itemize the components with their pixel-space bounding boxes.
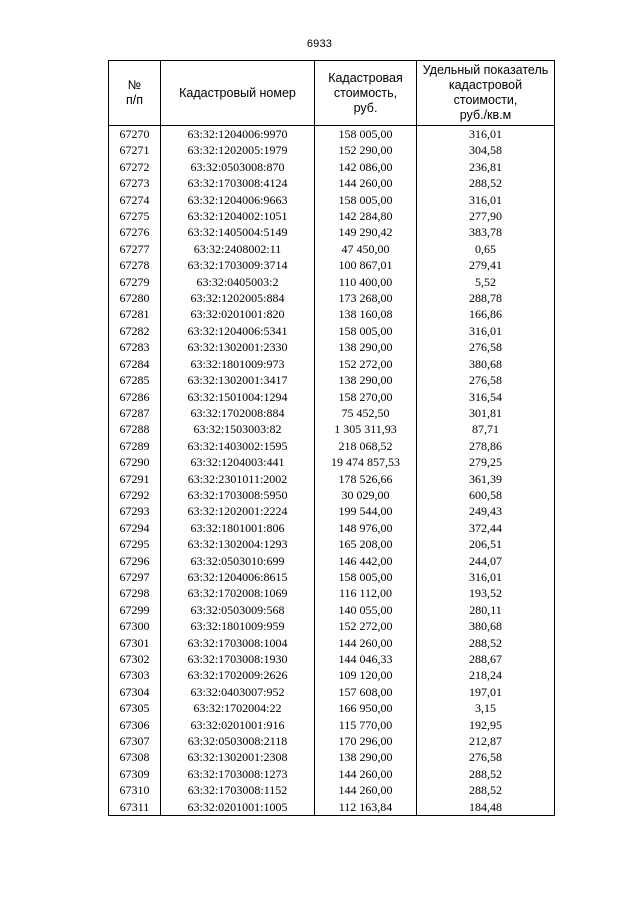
specific-indicator-cell: 277,90: [417, 208, 555, 224]
table-row: [109, 635, 555, 651]
specific-indicator-cell: 288,67: [417, 651, 555, 667]
table-row: [109, 782, 555, 798]
table-row: [109, 684, 555, 700]
cadastral-number-cell: 63:32:1204006:8615: [161, 569, 315, 585]
table-row: [109, 766, 555, 782]
cadastral-value-cell: 144 260,00: [315, 175, 417, 191]
cadastral-value-cell: 100 867,01: [315, 257, 417, 273]
specific-indicator-cell: 236,81: [417, 159, 555, 175]
specific-indicator-cell: 316,01: [417, 569, 555, 585]
row-number-cell: 67283: [109, 339, 161, 355]
cadastral-value-cell: 115 770,00: [315, 717, 417, 733]
cadastral-value-cell: 142 284,80: [315, 208, 417, 224]
cadastral-number-cell: 63:32:1801009:973: [161, 356, 315, 372]
table-row: [109, 142, 555, 158]
cadastral-value-cell: 1 305 311,93: [315, 421, 417, 437]
table-row: [109, 569, 555, 585]
specific-indicator-cell: 279,25: [417, 454, 555, 470]
row-number-cell: 67275: [109, 208, 161, 224]
row-number-cell: 67273: [109, 175, 161, 191]
row-number-cell: 67305: [109, 700, 161, 716]
row-number-cell: 67291: [109, 471, 161, 487]
cadastral-value-cell: 158 005,00: [315, 323, 417, 339]
specific-indicator-cell: 288,52: [417, 766, 555, 782]
cadastral-value-cell: 158 005,00: [315, 192, 417, 208]
header-specific-indicator: Удельный показатель кадастровой стоимости, руб./кв.м: [417, 61, 555, 126]
specific-indicator-cell: 361,39: [417, 471, 555, 487]
cadastral-value-cell: 138 290,00: [315, 372, 417, 388]
row-number-cell: 67299: [109, 602, 161, 618]
specific-indicator-cell: 276,58: [417, 749, 555, 765]
specific-indicator-cell: 288,52: [417, 635, 555, 651]
cadastral-number-cell: 63:32:0201001:1005: [161, 799, 315, 816]
table-row: [109, 585, 555, 601]
row-number-cell: 67277: [109, 241, 161, 257]
row-number-cell: 67272: [109, 159, 161, 175]
specific-indicator-cell: 249,43: [417, 503, 555, 519]
cadastral-number-cell: 63:32:1204002:1051: [161, 208, 315, 224]
specific-indicator-cell: 278,86: [417, 438, 555, 454]
row-number-cell: 67274: [109, 192, 161, 208]
specific-indicator-cell: 288,52: [417, 782, 555, 798]
specific-indicator-cell: 372,44: [417, 520, 555, 536]
specific-indicator-cell: 280,11: [417, 602, 555, 618]
cadastral-number-cell: 63:32:1202005:884: [161, 290, 315, 306]
row-number-cell: 67300: [109, 618, 161, 634]
specific-indicator-cell: 316,01: [417, 192, 555, 208]
specific-indicator-cell: 3,15: [417, 700, 555, 716]
cadastral-value-cell: 158 005,00: [315, 126, 417, 143]
cadastral-number-cell: 63:32:1801001:806: [161, 520, 315, 536]
specific-indicator-cell: 276,58: [417, 372, 555, 388]
cadastral-number-cell: 63:32:1302001:3417: [161, 372, 315, 388]
cadastral-number-cell: 63:32:1703008:1152: [161, 782, 315, 798]
cadastral-value-cell: 142 086,00: [315, 159, 417, 175]
cadastral-value-cell: 109 120,00: [315, 667, 417, 683]
specific-indicator-cell: 304,58: [417, 142, 555, 158]
cadastral-value-cell: 75 452,50: [315, 405, 417, 421]
row-number-cell: 67308: [109, 749, 161, 765]
cadastral-value-cell: 166 950,00: [315, 700, 417, 716]
cadastral-value-cell: 148 976,00: [315, 520, 417, 536]
cadastral-value-cell: 170 296,00: [315, 733, 417, 749]
row-number-cell: 67271: [109, 142, 161, 158]
row-number-cell: 67294: [109, 520, 161, 536]
cadastral-number-cell: 63:32:1302001:2308: [161, 749, 315, 765]
table-row: [109, 799, 555, 816]
row-number-cell: 67296: [109, 553, 161, 569]
cadastral-number-cell: 63:32:0403007:952: [161, 684, 315, 700]
table-row: [109, 553, 555, 569]
specific-indicator-cell: 288,52: [417, 175, 555, 191]
cadastral-value-cell: 47 450,00: [315, 241, 417, 257]
row-number-cell: 67310: [109, 782, 161, 798]
cadastral-value-cell: 146 442,00: [315, 553, 417, 569]
cadastral-number-cell: 63:32:1403002:1595: [161, 438, 315, 454]
row-number-cell: 67280: [109, 290, 161, 306]
cadastral-number-cell: 63:32:0503008:870: [161, 159, 315, 175]
cadastral-number-cell: 63:32:1202001:2224: [161, 503, 315, 519]
table-row: [109, 389, 555, 405]
table-row: [109, 667, 555, 683]
cadastral-value-cell: 158 270,00: [315, 389, 417, 405]
specific-indicator-cell: 316,01: [417, 126, 555, 143]
cadastral-value-cell: 152 272,00: [315, 356, 417, 372]
row-number-cell: 67306: [109, 717, 161, 733]
table-row: [109, 700, 555, 716]
table-row: [109, 487, 555, 503]
cadastral-number-cell: 63:32:1702008:884: [161, 405, 315, 421]
specific-indicator-cell: 380,68: [417, 618, 555, 634]
cadastral-value-cell: 138 290,00: [315, 339, 417, 355]
specific-indicator-cell: 166,86: [417, 306, 555, 322]
specific-indicator-cell: 279,41: [417, 257, 555, 273]
cadastral-number-cell: 63:32:1204003:441: [161, 454, 315, 470]
cadastral-number-cell: 63:32:2301011:2002: [161, 471, 315, 487]
cadastral-value-cell: 19 474 857,53: [315, 454, 417, 470]
cadastral-value-cell: 110 400,00: [315, 274, 417, 290]
table-row: [109, 405, 555, 421]
cadastral-value-cell: 138 290,00: [315, 749, 417, 765]
table-row: [109, 503, 555, 519]
specific-indicator-cell: 212,87: [417, 733, 555, 749]
table-row: [109, 126, 555, 143]
cadastral-number-cell: 63:32:1302001:2330: [161, 339, 315, 355]
table-row: [109, 175, 555, 191]
cadastral-value-cell: 138 160,08: [315, 306, 417, 322]
table-row: [109, 159, 555, 175]
cadastral-value-cell: 152 272,00: [315, 618, 417, 634]
table-row: [109, 290, 555, 306]
table-row: [109, 257, 555, 273]
row-number-cell: 67297: [109, 569, 161, 585]
table-row: [109, 208, 555, 224]
cadastral-value-cell: 30 029,00: [315, 487, 417, 503]
cadastral-value-cell: 173 268,00: [315, 290, 417, 306]
cadastral-number-cell: 63:32:1703008:4124: [161, 175, 315, 191]
cadastral-number-cell: 63:32:1702009:2626: [161, 667, 315, 683]
row-number-cell: 67285: [109, 372, 161, 388]
table-row: [109, 717, 555, 733]
row-number-cell: 67286: [109, 389, 161, 405]
cadastral-number-cell: 63:32:1703008:1004: [161, 635, 315, 651]
row-number-cell: 67303: [109, 667, 161, 683]
cadastral-number-cell: 63:32:1702008:1069: [161, 585, 315, 601]
row-number-cell: 67309: [109, 766, 161, 782]
cadastral-value-cell: 199 544,00: [315, 503, 417, 519]
cadastral-value-cell: 116 112,00: [315, 585, 417, 601]
row-number-cell: 67276: [109, 224, 161, 240]
row-number-cell: 67302: [109, 651, 161, 667]
specific-indicator-cell: 600,58: [417, 487, 555, 503]
specific-indicator-cell: 383,78: [417, 224, 555, 240]
specific-indicator-cell: 197,01: [417, 684, 555, 700]
cadastral-number-cell: 63:32:0503008:2118: [161, 733, 315, 749]
page-number: 6933: [306, 38, 333, 50]
cadastral-value-cell: 144 260,00: [315, 766, 417, 782]
row-number-cell: 67288: [109, 421, 161, 437]
specific-indicator-cell: 316,01: [417, 323, 555, 339]
row-number-cell: 67307: [109, 733, 161, 749]
specific-indicator-cell: 276,58: [417, 339, 555, 355]
table-row: [109, 749, 555, 765]
row-number-cell: 67284: [109, 356, 161, 372]
specific-indicator-cell: 301,81: [417, 405, 555, 421]
cadastral-number-cell: 63:32:1204006:9970: [161, 126, 315, 143]
cadastral-number-cell: 63:32:0405003:2: [161, 274, 315, 290]
cadastral-value-cell: 144 260,00: [315, 635, 417, 651]
table-row: [109, 520, 555, 536]
header-row-number: № п/п: [109, 61, 161, 126]
row-number-cell: 67298: [109, 585, 161, 601]
row-number-cell: 67301: [109, 635, 161, 651]
table-row: [109, 454, 555, 470]
row-number-cell: 67287: [109, 405, 161, 421]
cadastral-number-cell: 63:32:0201001:820: [161, 306, 315, 322]
row-number-cell: 67290: [109, 454, 161, 470]
table-row: [109, 306, 555, 322]
cadastral-value-cell: 165 208,00: [315, 536, 417, 552]
table-row: [109, 471, 555, 487]
row-number-cell: 67279: [109, 274, 161, 290]
cadastral-number-cell: 63:32:1204006:5341: [161, 323, 315, 339]
cadastral-value-cell: 152 290,00: [315, 142, 417, 158]
table-row: [109, 602, 555, 618]
table-body: [109, 126, 555, 816]
table-row: [109, 733, 555, 749]
table-row: [109, 192, 555, 208]
table-row: [109, 274, 555, 290]
cadastral-number-cell: 63:32:2408002:11: [161, 241, 315, 257]
cadastral-value-cell: 178 526,66: [315, 471, 417, 487]
cadastral-value-cell: 149 290,42: [315, 224, 417, 240]
table-row: [109, 224, 555, 240]
cadastral-number-cell: 63:32:1405004:5149: [161, 224, 315, 240]
cadastral-value-cell: 144 046,33: [315, 651, 417, 667]
header-cadastral-value: Кадастровая стоимость, руб.: [315, 61, 417, 126]
cadastral-value-cell: 158 005,00: [315, 569, 417, 585]
cadastral-number-cell: 63:32:0503010:699: [161, 553, 315, 569]
table-row: [109, 651, 555, 667]
specific-indicator-cell: 380,68: [417, 356, 555, 372]
cadastral-number-cell: 63:32:0201001:916: [161, 717, 315, 733]
table-row: [109, 618, 555, 634]
specific-indicator-cell: 193,52: [417, 585, 555, 601]
row-number-cell: 67282: [109, 323, 161, 339]
specific-indicator-cell: 184,48: [417, 799, 555, 816]
table-row: [109, 536, 555, 552]
cadastral-number-cell: 63:32:1702004:22: [161, 700, 315, 716]
row-number-cell: 67292: [109, 487, 161, 503]
cadastral-number-cell: 63:32:1703008:1930: [161, 651, 315, 667]
cadastral-number-cell: 63:32:1703008:1273: [161, 766, 315, 782]
table-row: [109, 323, 555, 339]
specific-indicator-cell: 218,24: [417, 667, 555, 683]
table-row: [109, 241, 555, 257]
cadastral-value-cell: 112 163,84: [315, 799, 417, 816]
cadastral-number-cell: 63:32:1302004:1293: [161, 536, 315, 552]
table-row: [109, 339, 555, 355]
specific-indicator-cell: 288,78: [417, 290, 555, 306]
cadastral-value-table: [108, 60, 555, 816]
cadastral-number-cell: 63:32:1703009:3714: [161, 257, 315, 273]
row-number-cell: 67295: [109, 536, 161, 552]
cadastral-value-cell: 218 068,52: [315, 438, 417, 454]
row-number-cell: 67289: [109, 438, 161, 454]
table-row: [109, 356, 555, 372]
cadastral-number-cell: 63:32:1801009:959: [161, 618, 315, 634]
specific-indicator-cell: 192,95: [417, 717, 555, 733]
table-row: [109, 438, 555, 454]
row-number-cell: 67281: [109, 306, 161, 322]
cadastral-value-cell: 157 608,00: [315, 684, 417, 700]
cadastral-number-cell: 63:32:0503009:568: [161, 602, 315, 618]
cadastral-number-cell: 63:32:1204006:9663: [161, 192, 315, 208]
table-row: [109, 421, 555, 437]
specific-indicator-cell: 87,71: [417, 421, 555, 437]
cadastral-number-cell: 63:32:1501004:1294: [161, 389, 315, 405]
row-number-cell: 67270: [109, 126, 161, 143]
header-cadastral-number: Кадастровый номер: [161, 61, 315, 126]
table-row: [109, 372, 555, 388]
specific-indicator-cell: 5,52: [417, 274, 555, 290]
cadastral-number-cell: 63:32:1202005:1979: [161, 142, 315, 158]
specific-indicator-cell: 0,65: [417, 241, 555, 257]
specific-indicator-cell: 316,54: [417, 389, 555, 405]
specific-indicator-cell: 244,07: [417, 553, 555, 569]
specific-indicator-cell: 206,51: [417, 536, 555, 552]
row-number-cell: 67293: [109, 503, 161, 519]
table-header-row: [109, 61, 555, 126]
row-number-cell: 67311: [109, 799, 161, 816]
cadastral-number-cell: 63:32:1503003:82: [161, 421, 315, 437]
row-number-cell: 67304: [109, 684, 161, 700]
cadastral-number-cell: 63:32:1703008:5950: [161, 487, 315, 503]
cadastral-value-cell: 140 055,00: [315, 602, 417, 618]
row-number-cell: 67278: [109, 257, 161, 273]
cadastral-value-cell: 144 260,00: [315, 782, 417, 798]
